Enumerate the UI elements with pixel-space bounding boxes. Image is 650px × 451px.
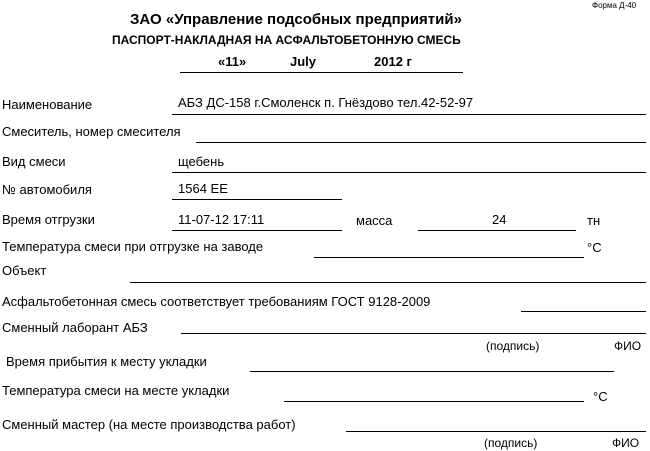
- mass-line: [418, 230, 576, 231]
- temp-plant-label: Температура смеси при отгрузке на заводе: [2, 239, 264, 254]
- temp-site-unit: °С: [593, 389, 608, 404]
- mass-value: 24: [492, 212, 507, 227]
- name-line: [172, 114, 646, 115]
- mix-type-label: Вид смеси: [2, 154, 66, 169]
- vehicle-value: 1564 ЕЕ: [178, 181, 228, 196]
- mixer-label: Смеситель, номер смесителя: [2, 124, 181, 139]
- date-day: «11»: [218, 54, 247, 69]
- lab-line: [181, 333, 646, 334]
- mixer-line: [196, 142, 646, 143]
- date-month: July: [290, 54, 317, 69]
- master-label: Сменный мастер (на месте производства работ): [2, 417, 296, 432]
- date-underline: [180, 72, 463, 73]
- ship-time-label: Время отгрузки: [2, 212, 95, 227]
- arrival-line: [250, 371, 614, 372]
- ship-time-line: [172, 230, 342, 231]
- arrival-label: Время прибытия к месту укладки: [6, 354, 207, 369]
- temp-site-label: Температура смеси на месте укладки: [2, 383, 230, 398]
- temp-site-line: [284, 401, 584, 402]
- ship-time-value: 11-07-12 17:11: [178, 212, 265, 227]
- company-title: ЗАО «Управление подсобных предприятий»: [130, 11, 462, 28]
- name-value: АБЗ ДС-158 г.Смоленск п. Гнёздово тел.42-52-97: [178, 95, 474, 110]
- mass-unit: тн: [587, 213, 601, 228]
- lab-label: Сменный лаборант АБЗ: [2, 320, 148, 335]
- temp-plant-unit: °С: [587, 240, 602, 255]
- lab-fio-caption: ФИО: [614, 339, 642, 353]
- temp-plant-line: [314, 257, 584, 258]
- object-line: [130, 282, 646, 283]
- gost-label: Асфальтобетонная смесь соответствует требованиям ГОСТ 9128-2009: [2, 294, 431, 309]
- vehicle-line: [172, 199, 342, 200]
- master-signature-caption: (подпись): [484, 436, 538, 450]
- lab-signature-caption: (подпись): [486, 339, 540, 353]
- mass-label: масса: [356, 213, 393, 228]
- form-code: Форма Д-40: [592, 1, 637, 10]
- mix-type-line: [172, 172, 646, 173]
- date-year: 2012 г: [374, 54, 412, 69]
- name-label: Наименование: [2, 97, 93, 112]
- document-title: ПАСПОРТ-НАКЛАДНАЯ НА АСФАЛЬТОБЕТОННУЮ СМЕСЬ: [112, 33, 461, 47]
- master-fio-caption: ФИО: [612, 436, 640, 450]
- object-label: Объект: [2, 263, 47, 278]
- gost-line: [521, 311, 646, 312]
- master-line: [346, 431, 646, 432]
- vehicle-label: № автомобиля: [2, 182, 92, 197]
- mix-type-value: щебень: [178, 154, 225, 169]
